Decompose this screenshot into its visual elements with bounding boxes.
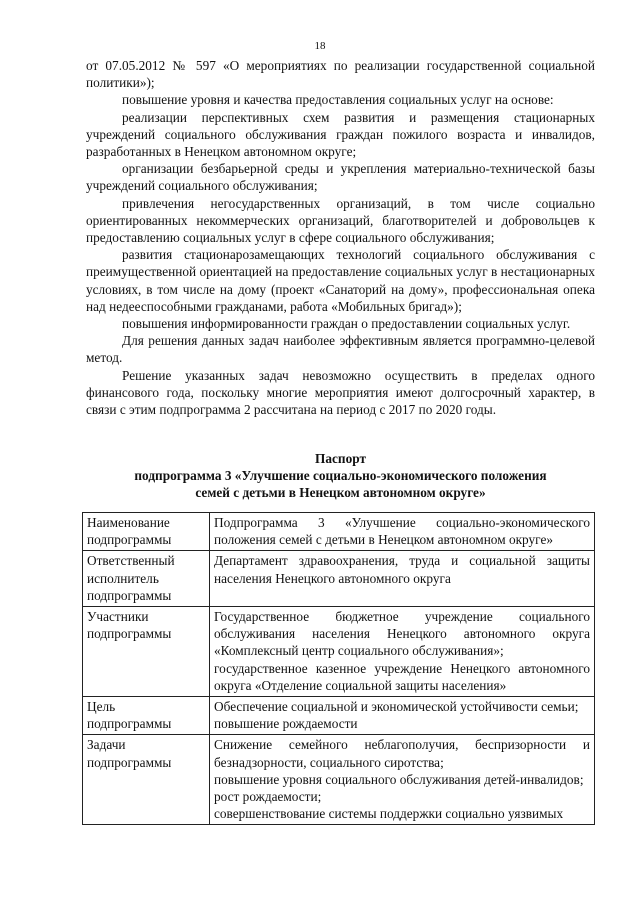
value-line: Снижение семейного неблагополучия, беспризорности и безнадзорности, социального сиротства; xyxy=(214,737,590,770)
row-value xyxy=(210,607,595,697)
table-row xyxy=(83,513,595,551)
value-line: рост рождаемости; xyxy=(214,789,322,805)
label-line: Цель xyxy=(87,699,116,715)
passport-table xyxy=(82,512,595,825)
paragraph: повышение уровня и качества предоставления социальных услуг на основе: xyxy=(122,92,554,108)
label-line: подпрограммы xyxy=(87,754,172,770)
value-line: Обеспечение социальной и экономической устойчивости семьи; xyxy=(214,699,579,715)
label-line: исполнитель xyxy=(87,570,159,586)
paragraph: привлечения негосударственных организаций, в том числе социально ориентированных некоммерческих организаций, благотворителей и добровольцев к предоставлению социальных услуг в сфере социального обслуживания; xyxy=(86,195,595,246)
paragraph: Решение указанных задач невозможно осуществить в пределах одного финансового года, поскольку многие мероприятия имеют долгосрочный характер, в связи с этим подпрограмма 2 рассчитана на период с 2017 по 2020 годы. xyxy=(86,367,595,418)
label-line: Задачи xyxy=(87,737,126,753)
label-line: подпрограммы xyxy=(87,532,172,548)
value-line: повышение уровня социального обслуживания детей-инвалидов; xyxy=(214,771,584,787)
row-label xyxy=(83,551,210,607)
paragraph: реализации перспективных схем развития и размещения стационарных учреждений социального обслуживания граждан пожилого возраста и инвалидов, разработанных в Ненецком автономном округе; xyxy=(86,109,595,160)
passport-heading-block xyxy=(86,450,595,502)
passport-title-line-1: подпрограмма 3 «Улучшение социально-экономического положения xyxy=(134,468,547,484)
row-value xyxy=(210,551,595,607)
paragraph: от 07.05.2012 № 597 «О мероприятиях по реализации государственной социальной политики»); xyxy=(86,58,595,91)
passport-heading: Паспорт xyxy=(315,451,366,466)
page-number: 18 xyxy=(314,40,326,52)
table-row xyxy=(83,735,595,825)
paragraph: организации безбарьерной среды и укрепления материально-технической базы учреждений социального обслуживания; xyxy=(86,161,595,194)
row-value xyxy=(210,513,595,551)
value-line: государственное казенное учреждение Ненецкого автономного округа «Отделение социальной защиты населения» xyxy=(214,660,590,693)
label-line: Участники xyxy=(87,609,149,625)
label-line: подпрограммы xyxy=(87,626,172,642)
table-row xyxy=(83,551,595,607)
row-value xyxy=(210,735,595,825)
paragraph: развития стационарозамещающих технологий социального обслуживания с преимущественной ориентацией на предоставление социальных услуг в нестационарных условиях, в том числе на дому (проект «Санаторий на дому», профессиональная опека над недееспособными гражданами, работа «Мобильных бригад»); xyxy=(86,247,595,314)
value-line: Государственное бюджетное учреждение социального обслуживания населения Ненецкого автономного округа «Комплексный центр социального обслуживания»; xyxy=(214,609,590,659)
row-label xyxy=(83,735,210,825)
row-value xyxy=(210,697,595,735)
label-line: подпрограммы xyxy=(87,716,172,732)
value-line: совершенствование системы поддержки социально уязвимых xyxy=(214,806,564,822)
row-label xyxy=(83,607,210,697)
paragraph: повышения информированности граждан о предоставлении социальных услуг. xyxy=(122,316,571,332)
passport-title-line-2: семей с детьми в Ненецком автономном округе» xyxy=(195,485,486,501)
label-line: подпрограммы xyxy=(87,587,172,603)
table-row xyxy=(83,607,595,697)
table-row xyxy=(83,697,595,735)
label-line: Ответственный xyxy=(87,553,175,569)
value-line: повышение рождаемости xyxy=(214,716,358,732)
value-line: Департамент здравоохранения, труда и социальной защиты населения Ненецкого автономного округа xyxy=(214,553,590,586)
label-line: Наименование xyxy=(87,515,170,530)
value-line: Подпрограмма 3 «Улучшение социально-экономического положения семей с детьми в Ненецком автономном округе» xyxy=(214,515,590,548)
paragraph: Для решения данных задач наиболее эффективным является программно-целевой метод. xyxy=(86,333,595,366)
row-label xyxy=(83,513,210,551)
row-label xyxy=(83,697,210,735)
body-text xyxy=(86,57,595,418)
